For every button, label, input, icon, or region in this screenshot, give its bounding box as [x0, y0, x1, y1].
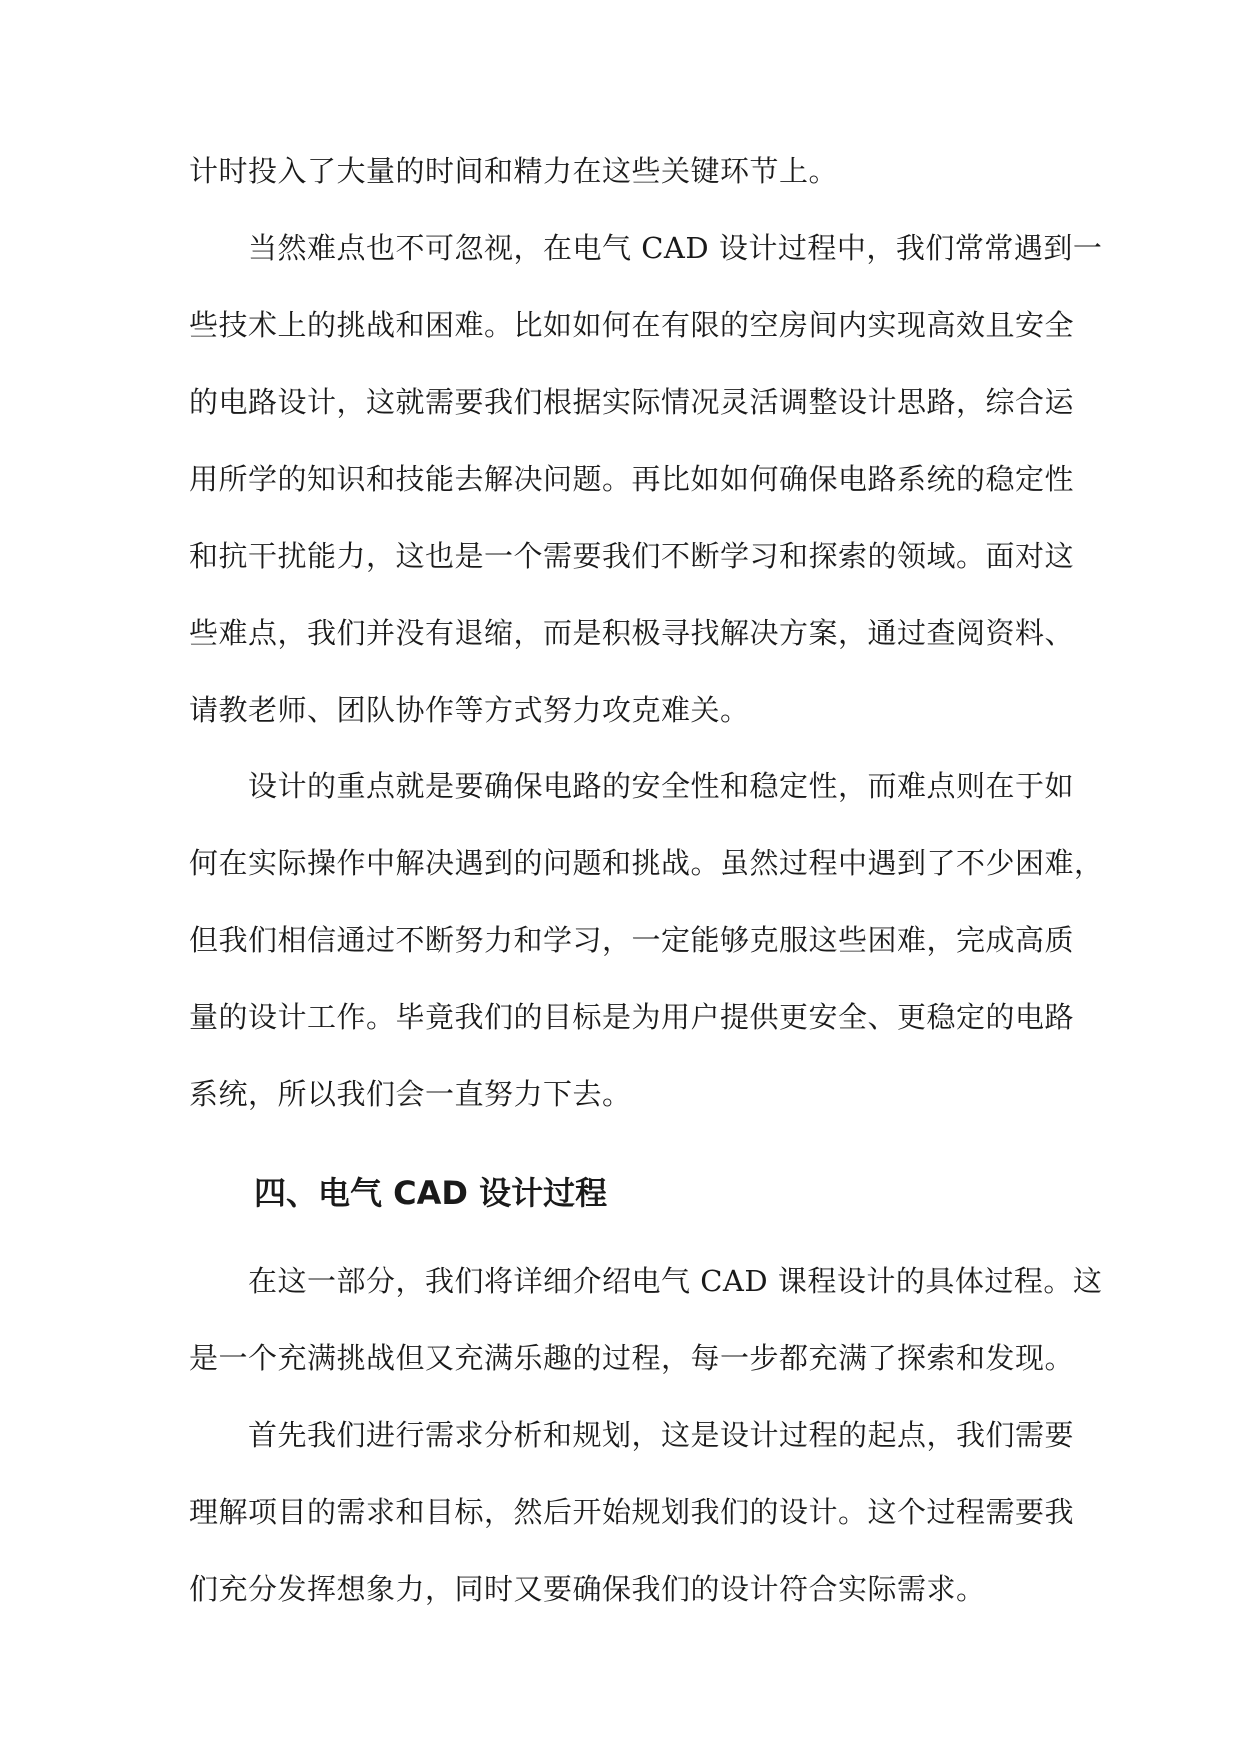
paragraph-line: 是一个充满挑战但又充满乐趣的过程，每一步都充满了探索和发现。: [189, 1341, 1075, 1375]
section-heading: 四、电气 CAD 设计过程: [254, 1174, 608, 1212]
paragraph-line: 和抗干扰能力，这也是一个需要我们不断学习和探索的领域。面对这: [189, 539, 1075, 573]
paragraph-line: 首先我们进行需求分析和规划，这是设计过程的起点，我们需要: [248, 1418, 1075, 1452]
paragraph-line: 用所学的知识和技能去解决问题。再比如如何确保电路系统的稳定性: [189, 462, 1075, 496]
paragraph-line: 请教老师、团队协作等方式努力攻克难关。: [189, 693, 750, 727]
paragraph-line: 系统，所以我们会一直努力下去。: [189, 1077, 632, 1111]
paragraph-line: 理解项目的需求和目标，然后开始规划我们的设计。这个过程需要我: [189, 1495, 1075, 1529]
paragraph-line: 的电路设计，这就需要我们根据实际情况灵活调整设计思路，综合运: [189, 385, 1075, 419]
paragraph-line: 但我们相信通过不断努力和学习，一定能够克服这些困难，完成高质: [189, 923, 1075, 957]
paragraph-line: 设计的重点就是要确保电路的安全性和稳定性，而难点则在于如: [248, 769, 1075, 803]
paragraph-line: 计时投入了大量的时间和精力在这些关键环节上。: [189, 154, 839, 188]
paragraph-line: 些技术上的挑战和困难。比如如何在有限的空房间内实现高效且安全: [189, 308, 1075, 342]
paragraph-line: 在这一部分，我们将详细介绍电气 CAD 课程设计的具体过程。这: [248, 1264, 1103, 1298]
paragraph-line: 们充分发挥想象力，同时又要确保我们的设计符合实际需求。: [189, 1572, 986, 1606]
paragraph-line: 量的设计工作。毕竟我们的目标是为用户提供更安全、更稳定的电路: [189, 1000, 1075, 1034]
paragraph-line: 何在实际操作中解决遇到的问题和挑战。虽然过程中遇到了不少困难，: [189, 846, 1104, 880]
paragraph-line: 当然难点也不可忽视，在电气 CAD 设计过程中，我们常常遇到一: [248, 231, 1103, 265]
paragraph-line: 些难点，我们并没有退缩，而是积极寻找解决方案，通过查阅资料、: [189, 616, 1075, 650]
